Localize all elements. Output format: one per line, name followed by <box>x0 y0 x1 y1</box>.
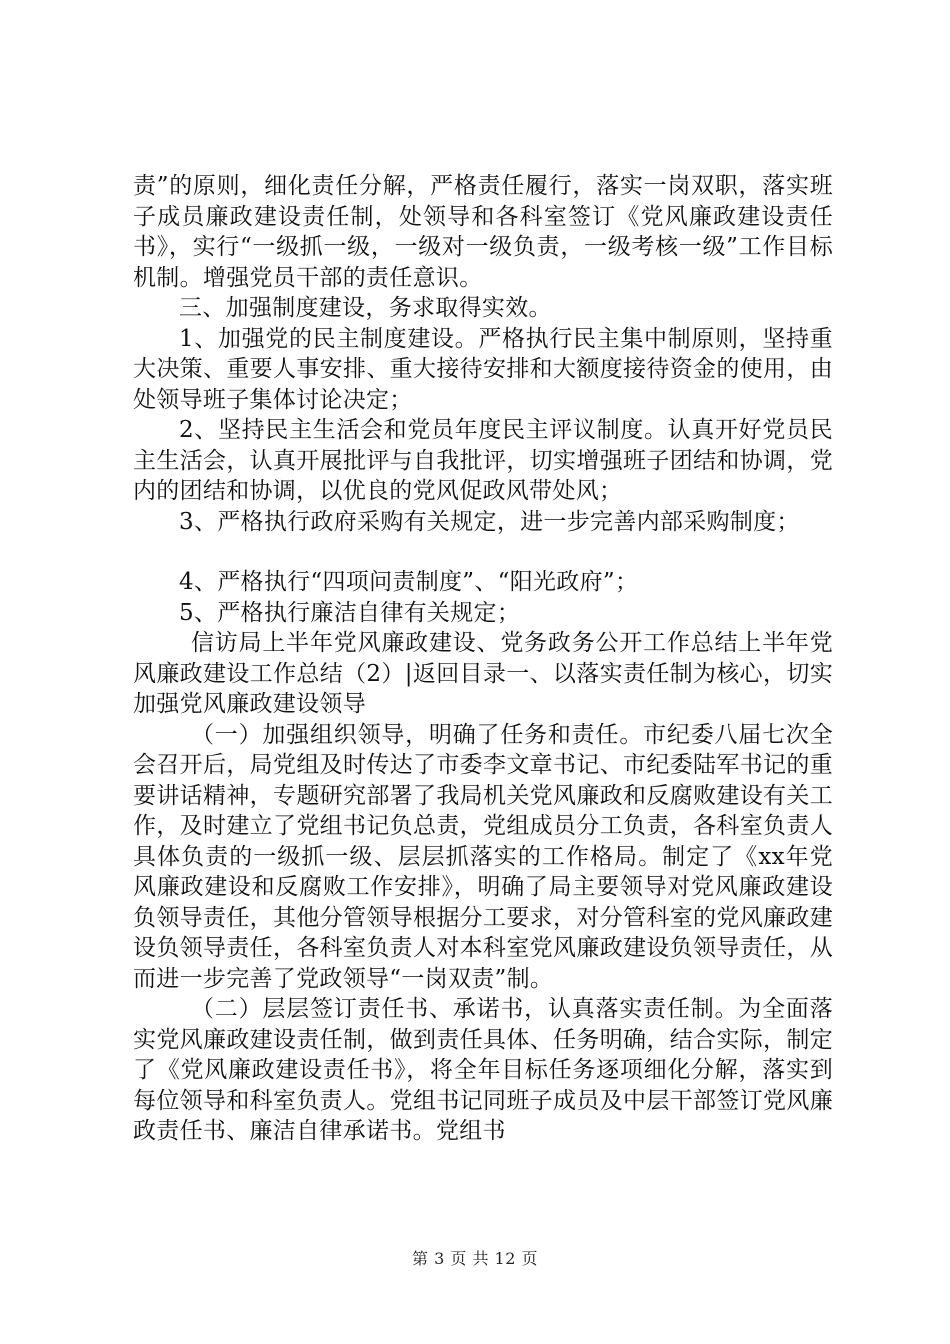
paragraph-organization-leadership: （一）加强组织领导，明确了任务和责任。市纪委八届七次全会召开后，局党组及时传达了市委李文章书记、市纪委陆军书记的重要讲话精神，专题研究部署了我局机关党风廉政和反腐败建设有关工作，及时建立了党组书记负总责，党组成员分工负责，各科室负责人具体负责的一级抓一级、层层抓落实的工作格局。制定了《xx年党风廉政建设和反腐败工作安排》，明确了局主要领导对党风廉政建设负领导责任，其他分管领导根据分工要求，对分管科室的党风廉政建设负领导责任，各科室负责人对本科室党风廉政建设负领导责任，从而进一步完善了党政领导“一岗双责”制。 <box>133 721 833 992</box>
paragraph-responsibility-letters: （二）层层签订责任书、承诺书，认真落实责任制。为全面落实党风廉政建设责任制，做到责任具体、任务明确，结合实际，制定了《党风廉政建设责任书》，将全年目标任务逐项细化分解，落实到每位领导和科室负责人。党组书记同班子成员及中层干部签订党风廉政责任书、廉洁自律承诺书。党组书 <box>133 996 833 1144</box>
paragraph-spacer <box>133 537 833 567</box>
document-body <box>133 171 833 1147</box>
paragraph-summary-title: 信访局上半年党风廉政建设、党务政务公开工作总结上半年党风廉政建设工作总结（2）|返回目录一、以落实责任制为核心，切实加强党风廉政建设领导 <box>133 630 833 717</box>
list-item-four-accountability: 4、严格执行“四项问责制度”、“阳光政府”； <box>179 569 639 595</box>
paragraph-responsibility-principle: 责”的原则，细化责任分解，严格责任履行，落实一岗双职，落实班子成员廉政建设责任制，处领导和各科室签订《党风廉政建设责任书》，实行“一级抓一级，一级对一级负责，一级考核一级”工作目标机制。增强党员干部的责任意识。 <box>133 173 833 291</box>
page-footer: 第 3 页 共 12 页 <box>412 1249 538 1268</box>
list-item-democratic-life-meeting: 2、坚持民主生活会和党员年度民主评议制度。认真开好党员民主生活会，认真开展批评与自我批评，切实增强班子团结和协调，党内的团结和协调，以优良的党风促政风带处风； <box>133 417 833 504</box>
section-heading-institution-building: 三、加强制度建设，务求取得实效。 <box>179 295 552 321</box>
list-item-government-procurement: 3、严格执行政府采购有关规定，进一步完善内部采购制度； <box>179 508 800 535</box>
list-item-integrity-self-discipline: 5、严格执行廉洁自律有关规定； <box>179 599 521 626</box>
list-item-democratic-system: 1、加强党的民主制度建设。严格执行民主集中制原则，坚持重大决策、重要人事安排、重大接待安排和大额度接待资金的使用，由处领导班子集体讨论决定； <box>133 325 833 413</box>
